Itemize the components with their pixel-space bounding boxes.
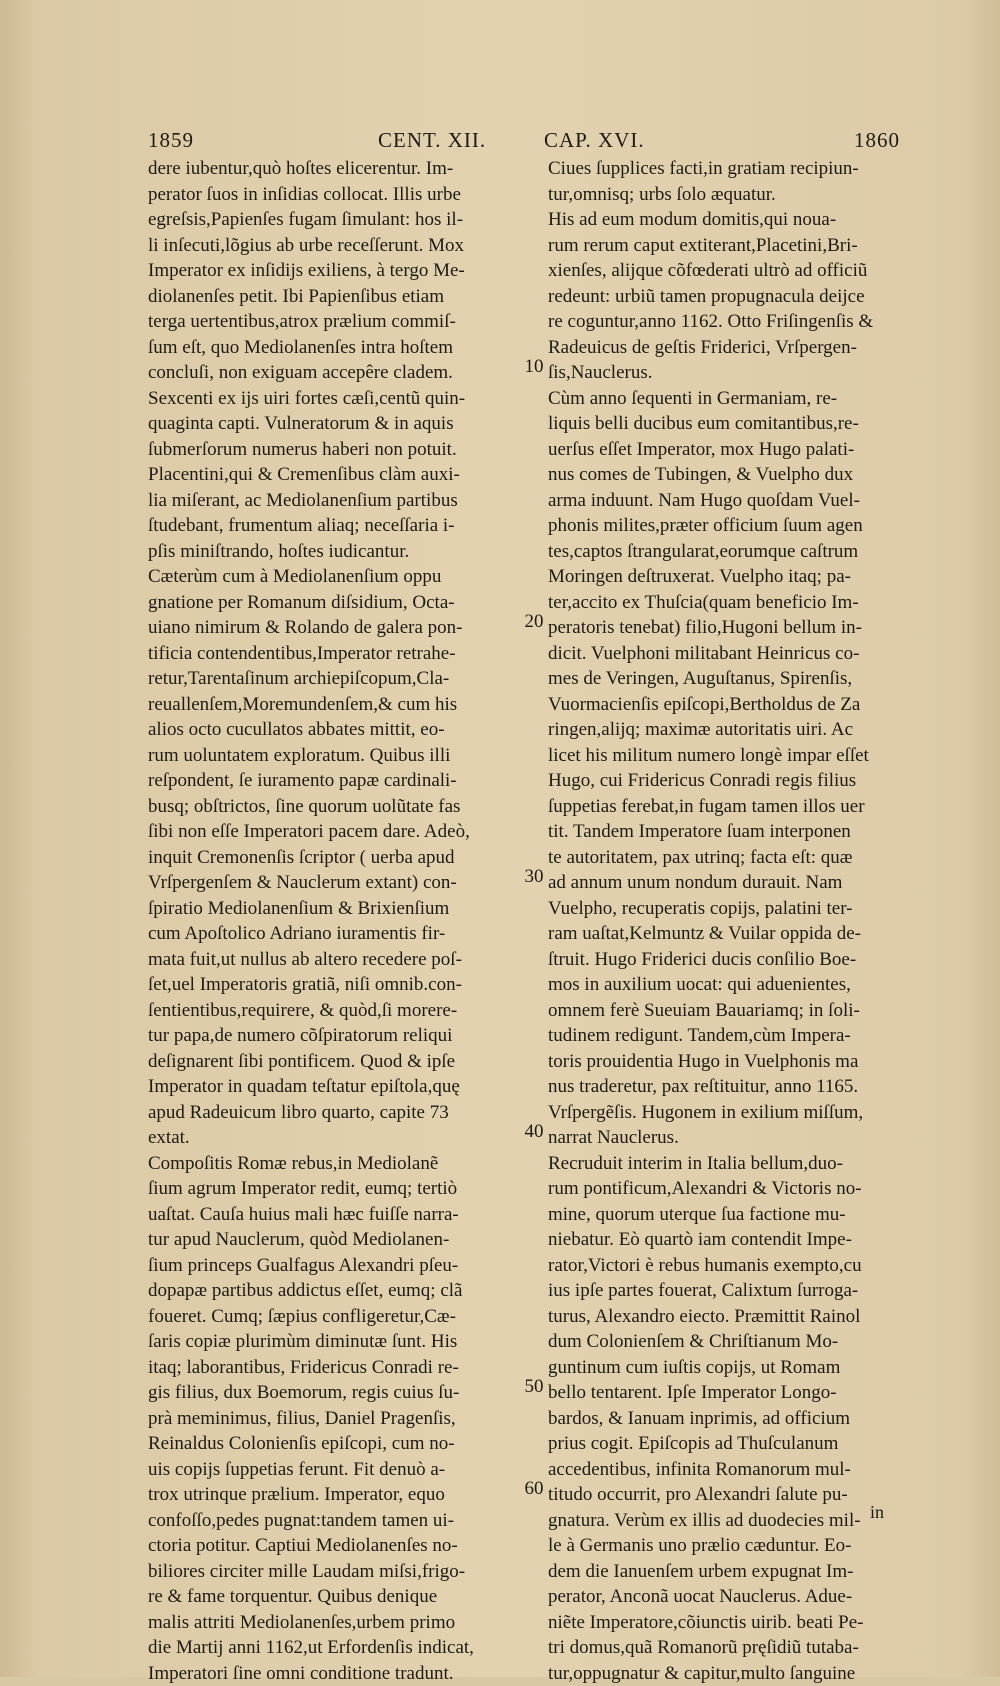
text-line: die Martij anni 1162,ut Erfordenſis indicat, — [148, 1635, 513, 1661]
text-line: prà meminimus, filius, Daniel Pragenſis, — [148, 1406, 513, 1432]
text-line: li inſecuti,lõgius ab urbe receſſerunt. Mox — [148, 233, 513, 259]
text-line: phonis milites,præter officium ſuum agen — [548, 513, 913, 539]
text-line: retur,Tarentaſinum archiepiſcopum,Cla- — [148, 666, 513, 692]
text-line: redeunt: urbiũ tamen propugnacula deijce — [548, 284, 913, 310]
text-line: pſis miniſtrando, hoſtes iudicantur. — [148, 539, 513, 565]
text-line: inquit Cremonenſis ſcriptor ( uerba apud — [148, 845, 513, 871]
text-line: tes,captos ſtrangularat,eorumque caſtrum — [548, 539, 913, 565]
text-line: Cùm anno ſequenti in Germaniam, re- — [548, 386, 913, 412]
text-line: re & fame torquentur. Quibus denique — [148, 1584, 513, 1610]
text-line: mata fuit,ut nullus ab altero recedere poſ- — [148, 947, 513, 973]
text-line: Moringen deſtruxerat. Vuelpho itaq; pa- — [548, 564, 913, 590]
text-line: uiano nimirum & Rolando de galera pon- — [148, 615, 513, 641]
text-line: malis attriti Mediolanenſes,urbem primo — [148, 1610, 513, 1636]
text-line: dem die Ianuenſem urbem expugnat Im- — [548, 1559, 913, 1585]
running-head-right: CAP. XVI. — [544, 128, 645, 153]
text-line: dopapæ partibus addictus eſſet, eumq; clã — [148, 1278, 513, 1304]
text-line: nus comes de Tubingen, & Vuelpho dux — [548, 462, 913, 488]
text-line: Radeuicus de geſtis Friderici, Vrſpergen- — [548, 335, 913, 361]
text-line: arma induunt. Nam Hugo quoſdam Vuel- — [548, 488, 913, 514]
text-line: niebatur. Eò quartò iam contendit Impe- — [548, 1227, 913, 1253]
text-line: egreſsis,Papienſes fugam ſimulant: hos il- — [148, 207, 513, 233]
text-line: concluſi, non exiguam accepêre cladem. — [148, 360, 513, 386]
text-line: tur,omnisq; urbs ſolo æquatur. — [548, 182, 913, 208]
text-line: reuallenſem,Moremundenſem,& cum his — [148, 692, 513, 718]
page-number-left: 1859 — [148, 128, 194, 153]
text-line: Vuelpho, recuperatis copijs, palatini ter- — [548, 896, 913, 922]
text-line: ram uaſtat,Kelmuntz & Vuilar oppida de- — [548, 921, 913, 947]
text-line: bello tentarent. Ipſe Imperator Longo- — [548, 1380, 913, 1406]
text-line: Vrſpergẽſis. Hugonem in exilium miſſum, — [548, 1100, 913, 1126]
text-line: guntinum cum iuſtis copijs, ut Romam — [548, 1355, 913, 1381]
text-line: tudinem redigunt. Tandem,cùm Impera- — [548, 1023, 913, 1049]
text-line: ſium agrum Imperator redit, eumq; tertiò — [148, 1176, 513, 1202]
page-header — [148, 128, 900, 156]
text-line: busq; obſtrictos, ſine quorum uolũtate fas — [148, 794, 513, 820]
text-line: ſibi non eſſe Imperatori pacem dare. Adeò, — [148, 819, 513, 845]
text-line: ſentientibus,requirere, & quòd,ſi morere- — [148, 998, 513, 1024]
text-line: uis copijs ſuppetias ferunt. Fit denuò a- — [148, 1457, 513, 1483]
text-line: deſignarent ſibi pontificem. Quod & ipſe — [148, 1049, 513, 1075]
text-line: Compoſitis Romæ rebus,in Mediolanẽ — [148, 1151, 513, 1177]
text-line: dere iubentur,quò hoſtes elicerentur. Im- — [148, 156, 513, 182]
text-line: ſuppetias ferebat,in fugam tamen illos uer — [548, 794, 913, 820]
right-text-column — [548, 156, 913, 1686]
text-line: mes de Veringen, Auguſtanus, Spirenſis, — [548, 666, 913, 692]
text-line: perator ſuos in inſidias collocat. Illis urbe — [148, 182, 513, 208]
text-line: Reinaldus Colonienſis epiſcopi, cum no- — [148, 1431, 513, 1457]
text-line: rum uoluntatem exploratum. Quibus illi — [148, 743, 513, 769]
text-line: Cæterùm cum à Mediolanenſium oppu — [148, 564, 513, 590]
text-line: turus, Alexandro eiecto. Præmittit Rainol — [548, 1304, 913, 1330]
text-line: ſtudebant, frumentum aliaq; neceſſaria i- — [148, 513, 513, 539]
text-line: tur papa,de numero cõſpiratorum reliqui — [148, 1023, 513, 1049]
text-line: tri domus,quã Romanorũ pręſidiũ tutaba- — [548, 1635, 913, 1661]
text-line: Ciues ſupplices facti,in gratiam recipiun- — [548, 156, 913, 182]
text-line: ringen,alijq; maximæ autoritatis uiri. Ac — [548, 717, 913, 743]
text-line: Vrſpergenſem & Nauclerum extant) con- — [148, 870, 513, 896]
line-number: 30 — [517, 866, 551, 888]
text-line: Hugo, cui Fridericus Conradi regis filius — [548, 768, 913, 794]
text-line: gis filius, dux Boemorum, regis cuius ſu- — [148, 1380, 513, 1406]
text-line: titudo occurrit, pro Alexandri ſalute pu- — [548, 1482, 913, 1508]
text-line: tur,oppugnatur & capitur,multo ſanguine — [548, 1661, 913, 1686]
text-line: confoſſo,pedes pugnat:tandem tamen ui- — [148, 1508, 513, 1534]
text-line: extat. — [148, 1125, 513, 1151]
text-line: quaginta capti. Vulneratorum & in aquis — [148, 411, 513, 437]
text-line: niẽte Imperatore,cõiunctis uirib. beati Pe- — [548, 1610, 913, 1636]
page-number-right: 1860 — [854, 128, 900, 153]
text-line: te autoritatem, pax utrinq; facta eſt: quæ — [548, 845, 913, 871]
text-line: tur apud Nauclerum, quòd Mediolanen- — [148, 1227, 513, 1253]
text-line: le à Germanis uno prælio cæduntur. Eo- — [548, 1533, 913, 1559]
text-line: xienſes, alijque cõfœderati ultrò ad officiũ — [548, 258, 913, 284]
text-line: tit. Tandem Imperatore ſuam interponen — [548, 819, 913, 845]
text-line: mos in auxilium uocat: qui aduenientes, — [548, 972, 913, 998]
text-line: lia miſerant, ac Mediolanenſium partibus — [148, 488, 513, 514]
text-line: rator,Victori è rebus humanis exempto,cu — [548, 1253, 913, 1279]
text-line: rum rerum caput extiterant,Placetini,Bri- — [548, 233, 913, 259]
text-line: Recruduit interim in Italia bellum,duo- — [548, 1151, 913, 1177]
text-line: mine, quorum uterque ſua factione mu- — [548, 1202, 913, 1228]
text-line: tificia contendentibus,Imperator retrahe- — [148, 641, 513, 667]
text-line: gnatione per Romanum diſsidium, Octa- — [148, 590, 513, 616]
text-line: nus traderetur, pax reſtituitur, anno 1165. — [548, 1074, 913, 1100]
text-line: ius ipſe partes fouerat, Calixtum ſurroga- — [548, 1278, 913, 1304]
text-line: dicit. Vuelphoni militabant Heinricus co- — [548, 641, 913, 667]
text-line: uaſtat. Cauſa huius mali hæc fuiſſe narra- — [148, 1202, 513, 1228]
text-line: His ad eum modum domitis,qui noua- — [548, 207, 913, 233]
text-line: ad annum unum nondum durauit. Nam — [548, 870, 913, 896]
text-line: ſpiratio Mediolanenſium & Brixienſium — [148, 896, 513, 922]
text-line: peratoris tenebat) filio,Hugoni bellum in- — [548, 615, 913, 641]
text-line: licet his militum numero longè impar eſſet — [548, 743, 913, 769]
line-number: 20 — [517, 611, 551, 633]
text-line: terga uertentibus,atrox prælium commiſ- — [148, 309, 513, 335]
line-number: 40 — [517, 1121, 551, 1143]
text-line: re coguntur,anno 1162. Otto Friſingenſis & — [548, 309, 913, 335]
text-line: dum Colonienſem & Chriſtianum Mo- — [548, 1329, 913, 1355]
line-number: 60 — [517, 1478, 551, 1500]
line-number: 50 — [517, 1376, 551, 1398]
text-line: trox utrinque prælium. Imperator, equo — [148, 1482, 513, 1508]
text-line: alios octo cucullatos abbates mittit, eo- — [148, 717, 513, 743]
text-line: Sexcenti ex ijs uiri fortes cæſi,centũ quin- — [148, 386, 513, 412]
text-line: ctoria potitur. Captiui Mediolanenſes no- — [148, 1533, 513, 1559]
text-line: ſet,uel Imperatoris gratiã, niſi omnib.con- — [148, 972, 513, 998]
text-line: perator, Anconã uocat Nauclerus. Adue- — [548, 1584, 913, 1610]
text-line: rum pontificum,Alexandri & Victoris no- — [548, 1176, 913, 1202]
text-line: apud Radeuicum libro quarto, capite 73 — [148, 1100, 513, 1126]
text-line: biliores circiter mille Laudam miſsi,frigo- — [148, 1559, 513, 1585]
text-line: cum Apoſtolico Adriano iuramentis fir- — [148, 921, 513, 947]
text-line: foueret. Cumq; ſæpius confligeretur,Cæ- — [148, 1304, 513, 1330]
text-line: liquis belli ducibus eum comitantibus,re- — [548, 411, 913, 437]
text-line: gnatura. Verùm ex illis ad duodecies mil- — [548, 1508, 913, 1534]
text-line: ter,accito ex Thuſcia(quam beneficio Im- — [548, 590, 913, 616]
text-line: ſium princeps Gualfagus Alexandri pſeu- — [148, 1253, 513, 1279]
text-line: itaq; laborantibus, Fridericus Conradi re- — [148, 1355, 513, 1381]
text-line: ſum eſt, quo Mediolanenſes intra hoſtem — [148, 335, 513, 361]
text-line: diolanenſes petit. Ibi Papienſibus etiam — [148, 284, 513, 310]
text-line: narrat Nauclerus. — [548, 1125, 913, 1151]
left-text-column — [148, 156, 513, 1686]
text-line: ſubmerſorum numerus haberi non potuit. — [148, 437, 513, 463]
text-line: Imperator in quadam teſtatur epiſtola,quę — [148, 1074, 513, 1100]
text-line: toris prouidentia Hugo in Vuelphonis ma — [548, 1049, 913, 1075]
text-line: uerſus eſſet Imperator, mox Hugo palati- — [548, 437, 913, 463]
text-line: ſaris copiæ plurimùm diminutæ ſunt. His — [148, 1329, 513, 1355]
text-line: Placentini,qui & Cremenſibus clàm auxi- — [148, 462, 513, 488]
text-line: Imperator ex inſidijs exiliens, à tergo Me- — [148, 258, 513, 284]
text-line: reſpondent, ſe iuramento papæ cardinali- — [148, 768, 513, 794]
text-line: bardos, & Ianuam inprimis, ad officium — [548, 1406, 913, 1432]
running-head-left: CENT. XII. — [378, 128, 486, 153]
text-line: ſis,Nauclerus. — [548, 360, 913, 386]
text-line: Imperatori ſine omni conditione tradunt. — [148, 1661, 513, 1686]
text-line: Vuormacienſis epiſcopi,Bertholdus de Za — [548, 692, 913, 718]
line-number: 10 — [517, 356, 551, 378]
text-line: prius cogit. Epiſcopis ad Thuſculanum — [548, 1431, 913, 1457]
catchword: in — [870, 1502, 884, 1523]
text-line: accedentibus, infinita Romanorum mul- — [548, 1457, 913, 1483]
text-line: omnem ferè Sueuiam Bauariamq; in ſoli- — [548, 998, 913, 1024]
text-line: ſtruit. Hugo Friderici ducis conſilio Boe- — [548, 947, 913, 973]
